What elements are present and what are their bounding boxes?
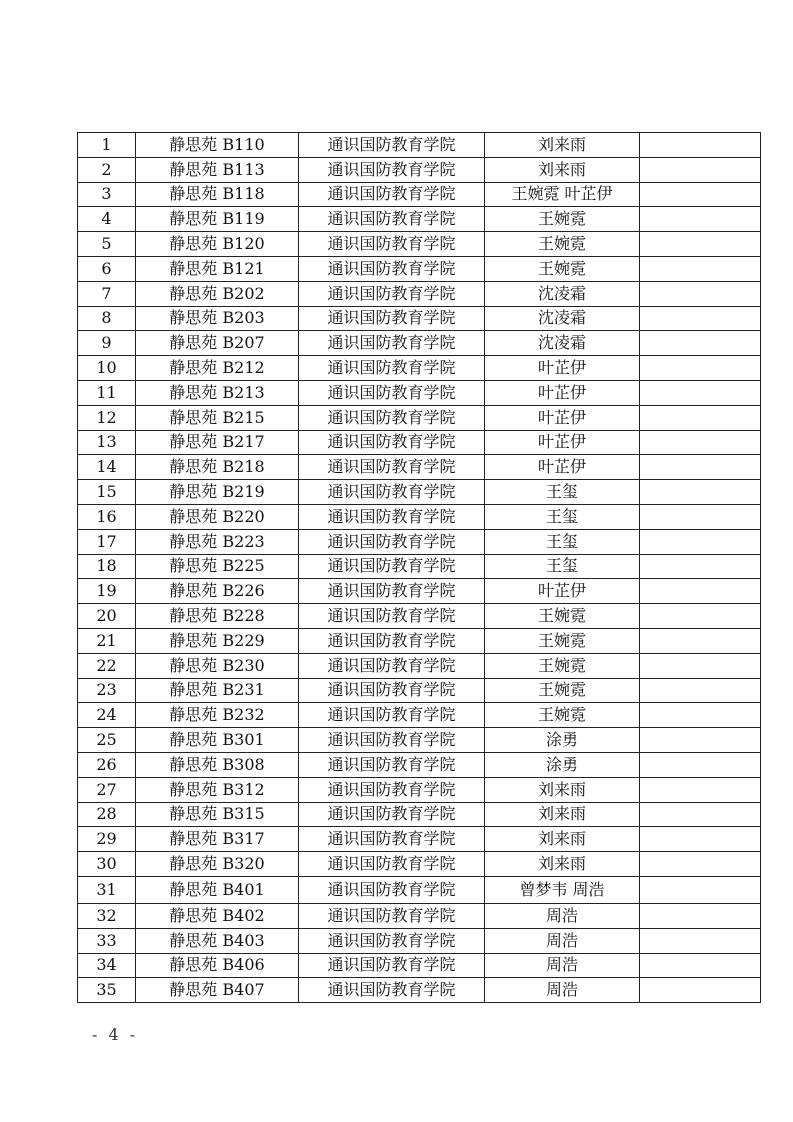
table-row xyxy=(78,653,761,678)
college-cell: 通识国防教育学院 xyxy=(299,182,485,207)
note-cell xyxy=(640,554,761,579)
table-row xyxy=(78,232,761,257)
college-cell: 通识国防教育学院 xyxy=(299,455,485,480)
college-cell: 通识国防教育学院 xyxy=(299,331,485,356)
person-cell: 刘来雨 xyxy=(485,777,640,802)
room-cell: 静思苑 B406 xyxy=(136,953,299,978)
table-row xyxy=(78,953,761,978)
college-cell: 通识国防教育学院 xyxy=(299,728,485,753)
row-number: 18 xyxy=(78,554,136,579)
table-row xyxy=(78,827,761,852)
college-cell: 通识国防教育学院 xyxy=(299,852,485,877)
note-cell xyxy=(640,182,761,207)
note-cell xyxy=(640,579,761,604)
person-cell: 王婉霓 xyxy=(485,232,640,257)
note-cell xyxy=(640,232,761,257)
room-cell: 静思苑 B403 xyxy=(136,928,299,953)
college-cell: 通识国防教育学院 xyxy=(299,604,485,629)
person-cell: 叶芷伊 xyxy=(485,430,640,455)
note-cell xyxy=(640,876,761,903)
room-cell: 静思苑 B218 xyxy=(136,455,299,480)
room-cell: 静思苑 B110 xyxy=(136,133,299,158)
person-cell: 涂勇 xyxy=(485,752,640,777)
row-number: 26 xyxy=(78,752,136,777)
table-row xyxy=(78,133,761,158)
college-cell: 通识国防教育学院 xyxy=(299,928,485,953)
note-cell xyxy=(640,678,761,703)
row-number: 11 xyxy=(78,380,136,405)
person-cell: 叶芷伊 xyxy=(485,579,640,604)
college-cell: 通识国防教育学院 xyxy=(299,529,485,554)
person-cell: 沈凌霜 xyxy=(485,281,640,306)
person-cell: 王婉霓 xyxy=(485,604,640,629)
note-cell xyxy=(640,653,761,678)
person-cell: 王婉霓 叶芷伊 xyxy=(485,182,640,207)
table-row xyxy=(78,777,761,802)
table-row xyxy=(78,256,761,281)
note-cell xyxy=(640,777,761,802)
table-row xyxy=(78,356,761,381)
college-cell: 通识国防教育学院 xyxy=(299,430,485,455)
note-cell xyxy=(640,157,761,182)
college-cell: 通识国防教育学院 xyxy=(299,752,485,777)
row-number: 19 xyxy=(78,579,136,604)
row-number: 29 xyxy=(78,827,136,852)
note-cell xyxy=(640,256,761,281)
room-cell: 静思苑 B213 xyxy=(136,380,299,405)
row-number: 33 xyxy=(78,928,136,953)
room-cell: 静思苑 B320 xyxy=(136,852,299,877)
table-row xyxy=(78,281,761,306)
person-cell: 周浩 xyxy=(485,928,640,953)
room-cell: 静思苑 B118 xyxy=(136,182,299,207)
row-number: 9 xyxy=(78,331,136,356)
table-body xyxy=(78,133,761,1003)
table-row xyxy=(78,728,761,753)
person-cell: 王玺 xyxy=(485,529,640,554)
person-cell: 曾梦韦 周浩 xyxy=(485,876,640,903)
note-cell xyxy=(640,356,761,381)
table-row xyxy=(78,678,761,703)
college-cell: 通识国防教育学院 xyxy=(299,678,485,703)
person-cell: 叶芷伊 xyxy=(485,356,640,381)
college-cell: 通识国防教育学院 xyxy=(299,133,485,158)
note-cell xyxy=(640,480,761,505)
person-cell: 王婉霓 xyxy=(485,256,640,281)
table-row xyxy=(78,529,761,554)
dormitory-assignment-table xyxy=(77,132,761,1003)
note-cell xyxy=(640,827,761,852)
person-cell: 王婉霓 xyxy=(485,207,640,232)
person-cell: 周浩 xyxy=(485,953,640,978)
note-cell xyxy=(640,529,761,554)
table-row xyxy=(78,903,761,928)
table-row xyxy=(78,380,761,405)
note-cell xyxy=(640,628,761,653)
college-cell: 通识国防教育学院 xyxy=(299,802,485,827)
note-cell xyxy=(640,430,761,455)
room-cell: 静思苑 B121 xyxy=(136,256,299,281)
college-cell: 通识国防教育学院 xyxy=(299,903,485,928)
room-cell: 静思苑 B308 xyxy=(136,752,299,777)
note-cell xyxy=(640,953,761,978)
note-cell xyxy=(640,455,761,480)
person-cell: 刘来雨 xyxy=(485,133,640,158)
room-cell: 静思苑 B113 xyxy=(136,157,299,182)
table-row xyxy=(78,405,761,430)
college-cell: 通识国防教育学院 xyxy=(299,579,485,604)
person-cell: 刘来雨 xyxy=(485,157,640,182)
row-number: 30 xyxy=(78,852,136,877)
room-cell: 静思苑 B232 xyxy=(136,703,299,728)
row-number: 3 xyxy=(78,182,136,207)
person-cell: 王婉霓 xyxy=(485,628,640,653)
college-cell: 通识国防教育学院 xyxy=(299,405,485,430)
row-number: 2 xyxy=(78,157,136,182)
note-cell xyxy=(640,928,761,953)
college-cell: 通识国防教育学院 xyxy=(299,256,485,281)
college-cell: 通识国防教育学院 xyxy=(299,356,485,381)
note-cell xyxy=(640,133,761,158)
note-cell xyxy=(640,752,761,777)
college-cell: 通识国防教育学院 xyxy=(299,157,485,182)
page-number: - 4 - xyxy=(92,1025,139,1044)
table-row xyxy=(78,604,761,629)
table-row xyxy=(78,978,761,1003)
person-cell: 叶芷伊 xyxy=(485,380,640,405)
row-number: 8 xyxy=(78,306,136,331)
table-row xyxy=(78,628,761,653)
person-cell: 王玺 xyxy=(485,554,640,579)
note-cell xyxy=(640,728,761,753)
room-cell: 静思苑 B401 xyxy=(136,876,299,903)
table-row xyxy=(78,207,761,232)
room-cell: 静思苑 B230 xyxy=(136,653,299,678)
table-row xyxy=(78,852,761,877)
note-cell xyxy=(640,380,761,405)
college-cell: 通识国防教育学院 xyxy=(299,953,485,978)
college-cell: 通识国防教育学院 xyxy=(299,876,485,903)
person-cell: 涂勇 xyxy=(485,728,640,753)
row-number: 13 xyxy=(78,430,136,455)
college-cell: 通识国防教育学院 xyxy=(299,554,485,579)
person-cell: 王婉霓 xyxy=(485,678,640,703)
table-row xyxy=(78,703,761,728)
person-cell: 沈凌霜 xyxy=(485,306,640,331)
table-row xyxy=(78,430,761,455)
person-cell: 王玺 xyxy=(485,504,640,529)
table-row xyxy=(78,455,761,480)
table-row xyxy=(78,554,761,579)
college-cell: 通识国防教育学院 xyxy=(299,628,485,653)
table-row xyxy=(78,876,761,903)
row-number: 28 xyxy=(78,802,136,827)
college-cell: 通识国防教育学院 xyxy=(299,281,485,306)
note-cell xyxy=(640,852,761,877)
college-cell: 通识国防教育学院 xyxy=(299,232,485,257)
college-cell: 通识国防教育学院 xyxy=(299,703,485,728)
person-cell: 刘来雨 xyxy=(485,852,640,877)
note-cell xyxy=(640,703,761,728)
room-cell: 静思苑 B203 xyxy=(136,306,299,331)
note-cell xyxy=(640,802,761,827)
note-cell xyxy=(640,978,761,1003)
row-number: 22 xyxy=(78,653,136,678)
note-cell xyxy=(640,207,761,232)
row-number: 6 xyxy=(78,256,136,281)
room-cell: 静思苑 B207 xyxy=(136,331,299,356)
college-cell: 通识国防教育学院 xyxy=(299,380,485,405)
room-cell: 静思苑 B223 xyxy=(136,529,299,554)
room-cell: 静思苑 B219 xyxy=(136,480,299,505)
row-number: 32 xyxy=(78,903,136,928)
row-number: 20 xyxy=(78,604,136,629)
room-cell: 静思苑 B317 xyxy=(136,827,299,852)
room-cell: 静思苑 B315 xyxy=(136,802,299,827)
college-cell: 通识国防教育学院 xyxy=(299,504,485,529)
room-cell: 静思苑 B301 xyxy=(136,728,299,753)
note-cell xyxy=(640,331,761,356)
row-number: 14 xyxy=(78,455,136,480)
room-cell: 静思苑 B215 xyxy=(136,405,299,430)
row-number: 4 xyxy=(78,207,136,232)
room-cell: 静思苑 B228 xyxy=(136,604,299,629)
room-cell: 静思苑 B220 xyxy=(136,504,299,529)
college-cell: 通识国防教育学院 xyxy=(299,207,485,232)
college-cell: 通识国防教育学院 xyxy=(299,777,485,802)
note-cell xyxy=(640,604,761,629)
note-cell xyxy=(640,504,761,529)
person-cell: 刘来雨 xyxy=(485,827,640,852)
row-number: 35 xyxy=(78,978,136,1003)
college-cell: 通识国防教育学院 xyxy=(299,978,485,1003)
row-number: 34 xyxy=(78,953,136,978)
room-cell: 静思苑 B202 xyxy=(136,281,299,306)
note-cell xyxy=(640,903,761,928)
person-cell: 周浩 xyxy=(485,978,640,1003)
college-cell: 通识国防教育学院 xyxy=(299,653,485,678)
room-cell: 静思苑 B225 xyxy=(136,554,299,579)
table-row xyxy=(78,182,761,207)
table-row xyxy=(78,157,761,182)
person-cell: 王婉霓 xyxy=(485,703,640,728)
person-cell: 周浩 xyxy=(485,903,640,928)
room-cell: 静思苑 B231 xyxy=(136,678,299,703)
table-row xyxy=(78,579,761,604)
person-cell: 刘来雨 xyxy=(485,802,640,827)
table-row xyxy=(78,928,761,953)
row-number: 23 xyxy=(78,678,136,703)
room-cell: 静思苑 B402 xyxy=(136,903,299,928)
row-number: 17 xyxy=(78,529,136,554)
table-row xyxy=(78,752,761,777)
row-number: 25 xyxy=(78,728,136,753)
row-number: 5 xyxy=(78,232,136,257)
table-row xyxy=(78,480,761,505)
table-row xyxy=(78,306,761,331)
person-cell: 王婉霓 xyxy=(485,653,640,678)
room-cell: 静思苑 B229 xyxy=(136,628,299,653)
table-row xyxy=(78,802,761,827)
table-row xyxy=(78,331,761,356)
row-number: 10 xyxy=(78,356,136,381)
person-cell: 沈凌霜 xyxy=(485,331,640,356)
row-number: 27 xyxy=(78,777,136,802)
row-number: 21 xyxy=(78,628,136,653)
room-cell: 静思苑 B120 xyxy=(136,232,299,257)
college-cell: 通识国防教育学院 xyxy=(299,827,485,852)
person-cell: 叶芷伊 xyxy=(485,405,640,430)
row-number: 31 xyxy=(78,876,136,903)
note-cell xyxy=(640,306,761,331)
room-cell: 静思苑 B226 xyxy=(136,579,299,604)
room-cell: 静思苑 B212 xyxy=(136,356,299,381)
person-cell: 王玺 xyxy=(485,480,640,505)
row-number: 15 xyxy=(78,480,136,505)
college-cell: 通识国防教育学院 xyxy=(299,480,485,505)
row-number: 7 xyxy=(78,281,136,306)
college-cell: 通识国防教育学院 xyxy=(299,306,485,331)
room-cell: 静思苑 B217 xyxy=(136,430,299,455)
room-cell: 静思苑 B407 xyxy=(136,978,299,1003)
table-row xyxy=(78,504,761,529)
row-number: 12 xyxy=(78,405,136,430)
room-cell: 静思苑 B119 xyxy=(136,207,299,232)
row-number: 16 xyxy=(78,504,136,529)
room-cell: 静思苑 B312 xyxy=(136,777,299,802)
note-cell xyxy=(640,405,761,430)
person-cell: 叶芷伊 xyxy=(485,455,640,480)
note-cell xyxy=(640,281,761,306)
row-number: 1 xyxy=(78,133,136,158)
row-number: 24 xyxy=(78,703,136,728)
